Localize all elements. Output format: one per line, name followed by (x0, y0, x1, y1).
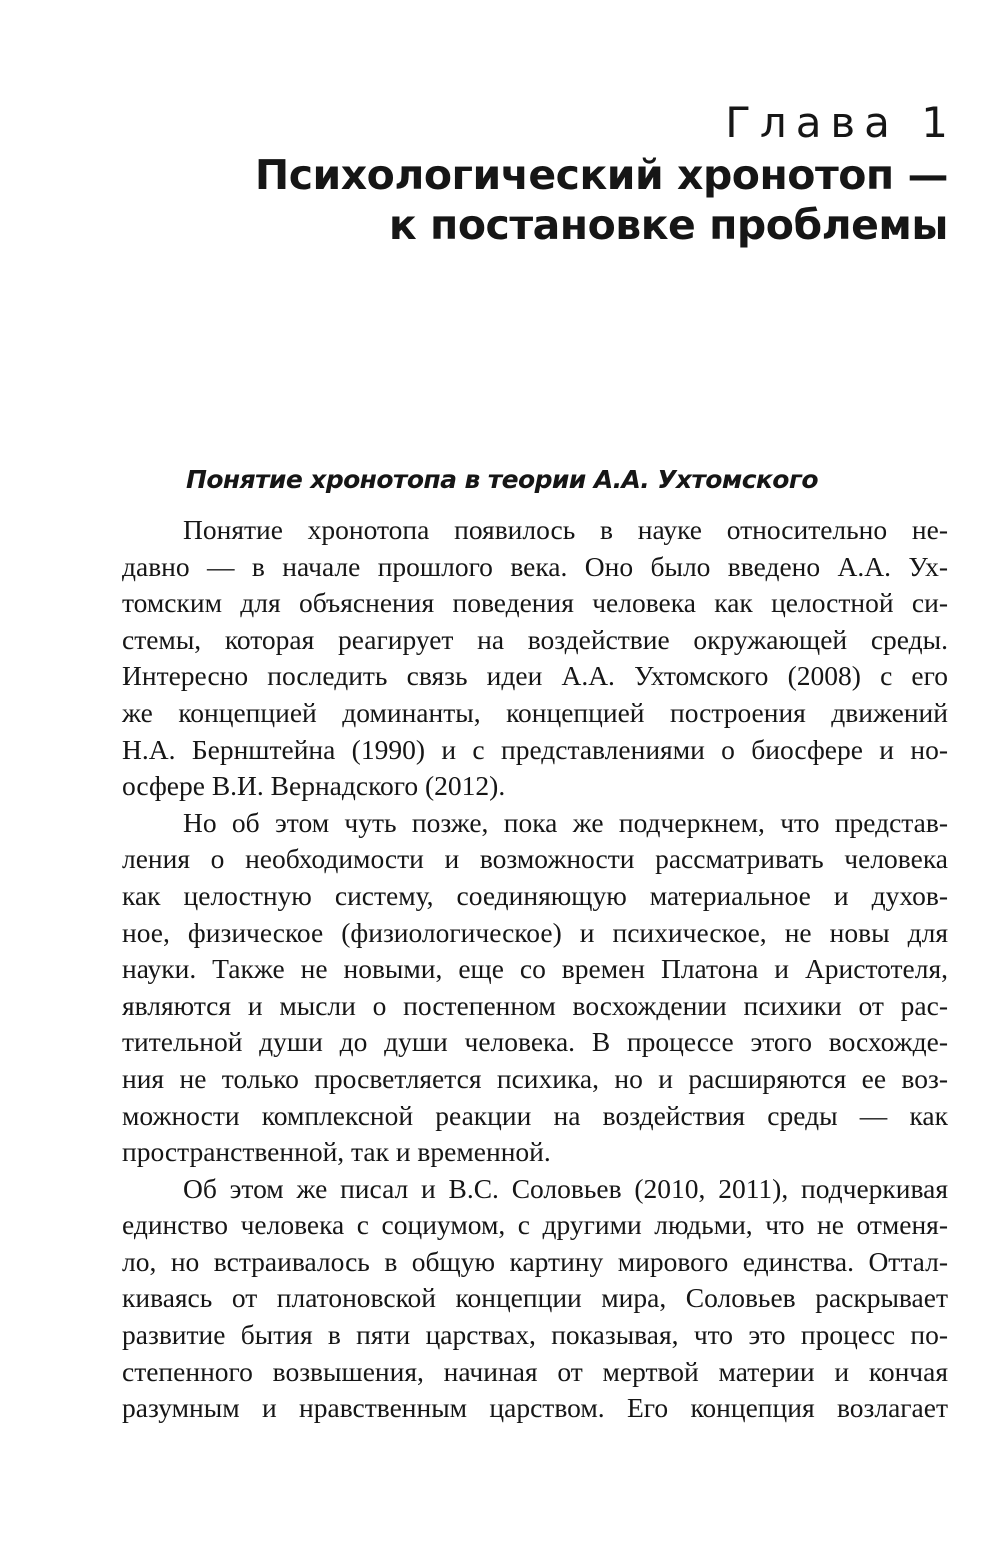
paragraph-3 (122, 1171, 948, 1427)
chapter-heading (254, 96, 957, 250)
text-line: осфере В.И. Вернадского (2012). (122, 770, 506, 802)
section-title: Понятие хронотопа в теории А.А. Ухтомского (186, 465, 818, 494)
text-line: давно — в начале прошлого века. Оно было введено А.А. Ух- (122, 550, 948, 582)
text-line: развитие бытия в пяти царствах, показывая, что это процесс по- (122, 1319, 948, 1351)
chapter-label: Глава 1 (725, 98, 957, 147)
text-line: ло, но встраивалось в общую картину мирового единства. Оттал- (122, 1245, 948, 1277)
chapter-title-line-2: к постановке проблемы (388, 201, 948, 249)
text-line: ления о необходимости и возможности рассматривать человека (122, 843, 948, 875)
text-line: разумным и нравственным царством. Его концепция возлагает (122, 1392, 948, 1424)
text-line: пространственной, так и временной. (122, 1136, 551, 1168)
text-line: науки. Также не новыми, еще со времен Платона и Аристотеля, (122, 953, 948, 985)
chapter-title-line-1: Психологический хронотоп — (254, 151, 948, 199)
text-line: стемы, которая реагирует на воздействие окружающей среды. (122, 623, 948, 655)
text-line: как целостную систему, соединяющую материальное и духов- (122, 879, 948, 911)
text-line: ния не только просветляется психика, но и расширяются ее воз- (122, 1062, 948, 1094)
text-line: единство человека с социумом, с другими людьми, что не отменя- (122, 1209, 948, 1241)
text-line: Об этом же писал и В.С. Соловьев (2010, 2011), подчеркивая (183, 1172, 948, 1204)
text-line: являются и мысли о постепенном восхождении психики от рас- (122, 989, 948, 1021)
paragraph-1 (122, 512, 948, 805)
text-line: ное, физическое (физиологическое) и психическое, не новы для (122, 916, 948, 948)
body-text (122, 512, 948, 1427)
text-line: можности комплексной реакции на воздействия среды — как (122, 1099, 948, 1131)
text-line: Понятие хронотопа появилось в науке относительно не- (183, 514, 948, 545)
text-line: же концепцией доминанты, концепцией построения движений (122, 696, 948, 728)
text-line: Интересно последить связь идеи А.А. Ухтомского (2008) с его (122, 660, 948, 692)
text-line: Но об этом чуть позже, пока же подчеркнем, что представ- (183, 806, 948, 838)
text-line: тительной души до души человека. В процессе этого восхожде- (122, 1026, 948, 1058)
text-line: киваясь от платоновской концепции мира, Соловьев раскрывает (122, 1282, 948, 1314)
text-line: томским для объяснения поведения человека как целостной си- (122, 587, 948, 619)
text-line: степенного возвышения, начиная от мертвой материи и кончая (122, 1355, 948, 1387)
text-line: Н.А. Бернштейна (1990) и с представлениями о биосфере и но- (122, 733, 948, 765)
paragraph-2 (122, 805, 948, 1171)
